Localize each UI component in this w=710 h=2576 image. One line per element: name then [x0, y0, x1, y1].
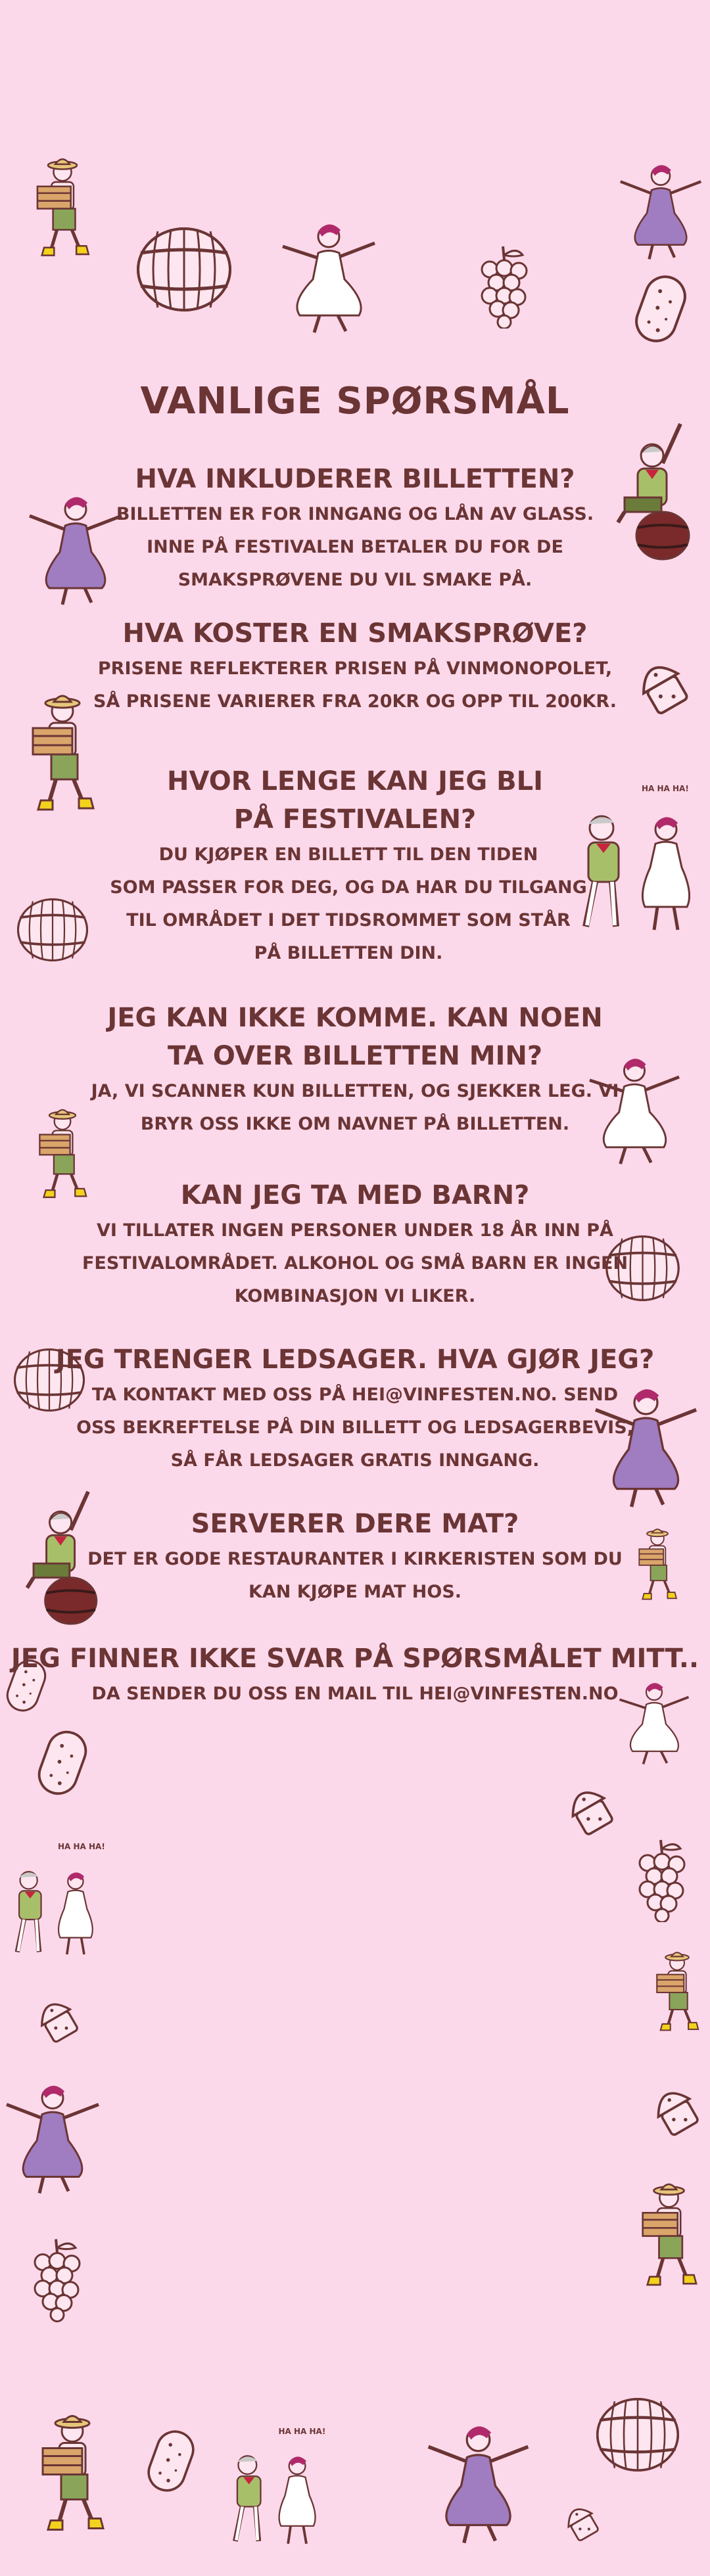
faq-question: HVA KOSTER EN SMAKSPRØVE?: [122, 618, 588, 649]
faq-question: HVA INKLUDERER BILLETTEN?: [135, 464, 575, 494]
faq-answer: [0, 653, 710, 718]
dancer-purple-illustration: [615, 158, 707, 263]
faq-question: JEG TRENGER LEDSAGER. HVA GJØR JEG?: [55, 1345, 655, 1375]
faq-question: JEG FINNER IKKE SVAR PÅ SPØRSMÅLET MITT..: [11, 1644, 699, 1674]
cork-illustration: [628, 269, 694, 348]
dancer-purple-illustration: [421, 2418, 536, 2546]
faq-answer: [0, 1379, 710, 1477]
answer-line: BILLETTEN ER FOR INNGANG OG LÅN AV GLASS.: [116, 504, 594, 524]
answer-line: DA SENDER DU OSS EN MAIL TIL HEI@VINFESTEN.NO: [91, 1684, 619, 1704]
grapes-illustration: [628, 1837, 694, 1922]
faq-answer: [0, 1075, 710, 1141]
faq-item-transfer: [0, 999, 710, 1141]
faq-question: JEG KAN IKKE KOMME. KAN NOEN TA OVER BILLETTEN MIN?: [107, 1003, 603, 1071]
laughing-pair-illustration: [217, 2425, 329, 2566]
carrier-illustration: [648, 1948, 707, 2034]
cork-illustration: [33, 1725, 92, 1801]
faq-item-price: [0, 614, 710, 718]
champagne-cork-illustration: [556, 2491, 605, 2550]
answer-line: INNE PÅ FESTIVALEN BETALER DU FOR DE: [147, 536, 563, 557]
faq-item-tickets: [0, 460, 710, 597]
answer-line: FESTIVALOMRÅDET. ALKOHOL OG SMÅ BARN ER INGEN: [82, 1253, 628, 1274]
answer-line: KAN KJØPE MAT HOS.: [248, 1581, 462, 1602]
champagne-cork-illustration: [26, 1985, 85, 2050]
answer-line: SÅ PRISENE VARIERER FRA 20KR OG OPP TIL 200KR.: [93, 691, 617, 712]
answer-line: BRYR OSS IKKE OM NAVNET PÅ BILLETTEN.: [140, 1113, 570, 1134]
carrier-illustration: [631, 2169, 707, 2300]
grapes-illustration: [470, 243, 536, 329]
laugh-text: HA HA HA!: [642, 784, 689, 793]
faq-answer: [0, 1678, 710, 1711]
barrel-illustration: [592, 2385, 684, 2484]
faq-answer: [0, 839, 710, 970]
faq-question: KAN JEG TA MED BARN?: [180, 1180, 530, 1210]
cork-illustration: [141, 2425, 201, 2497]
faq-question: SERVERER DERE MAT?: [191, 1509, 519, 1539]
answer-line: OSS BEKREFTELSE PÅ DIN BILLETT OG LEDSAGERBEVIS,: [76, 1417, 634, 1438]
grapes-illustration: [23, 2234, 89, 2323]
faq-answer: [0, 498, 710, 597]
dancer-white-illustration: [276, 217, 381, 335]
barrel-illustration: [131, 223, 237, 315]
dancer-purple-illustration: [0, 2077, 105, 2198]
answer-line: TIL OMRÅDET I DET TIDSROMMET SOM STÅR: [126, 909, 571, 931]
faq-item-companion: [0, 1341, 710, 1477]
faq-item-duration: [0, 762, 710, 970]
laugh-text: HA HA HA!: [58, 1842, 105, 1851]
answer-line: PÅ BILLETTEN DIN.: [254, 942, 443, 963]
answer-line: DU KJØPER EN BILLETT TIL DEN TIDEN: [158, 844, 538, 865]
faq-answer: [0, 1214, 710, 1313]
faq-question: HVOR LENGE KAN JEG BLI PÅ FESTIVALEN?: [166, 766, 543, 835]
answer-line: JA, VI SCANNER KUN BILLETTEN, OG SJEKKER LEG. VI: [91, 1081, 619, 1101]
faq-item-children: [0, 1176, 710, 1313]
carrier-illustration: [30, 2399, 115, 2546]
answer-line: SMAKSPRØVENE DU VIL SMAKE PÅ.: [178, 569, 532, 590]
answer-line: SOM PASSER FOR DEG, OG DA HAR DU TILGANG: [110, 877, 587, 898]
answer-line: KOMBINASJON VI LIKER.: [234, 1285, 476, 1306]
answer-line: TA KONTAKT MED OSS PÅ HEI@VINFESTEN.NO. SEND: [91, 1385, 619, 1405]
faq-item-contact: [0, 1640, 710, 1711]
faq-answer: [0, 1543, 710, 1609]
answer-line: DET ER GODE RESTAURANTER I KIRKERISTEN SOM DU: [87, 1549, 623, 1569]
answer-line: VI TILLATER INGEN PERSONER UNDER 18 ÅR INN PÅ: [97, 1220, 613, 1241]
laugh-text: HA HA HA!: [278, 2427, 326, 2436]
page-title: VANLIGE SPØRSMÅL: [140, 380, 570, 423]
laughing-pair-illustration: [0, 1840, 105, 1978]
champagne-cork-illustration: [641, 2070, 707, 2146]
answer-line: PRISENE REFLEKTERER PRISEN PÅ VINMONOPOLET,: [97, 658, 613, 679]
answer-line: SÅ FÅR LEDSAGER GRATIS INNGANG.: [170, 1450, 540, 1471]
faq-item-food: [0, 1505, 710, 1609]
champagne-cork-illustration: [556, 1771, 621, 1843]
carrier-illustration: [26, 145, 99, 269]
